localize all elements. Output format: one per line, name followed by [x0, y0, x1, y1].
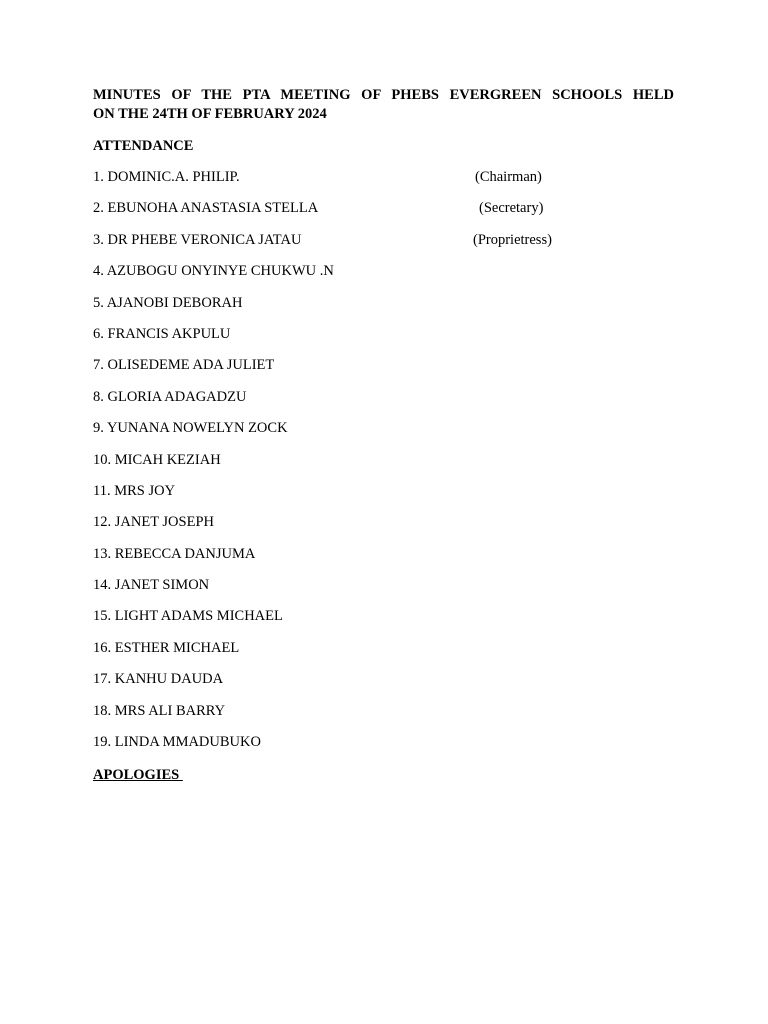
attendee-row: [93, 356, 673, 387]
attendee-row: [93, 482, 673, 513]
title-line-2: ON THE 24TH OF FEBRUARY 2024: [93, 106, 327, 122]
attendee-row: [93, 262, 673, 293]
attendance-heading: ATTENDANCE: [93, 138, 194, 154]
attendee-row: [93, 670, 673, 701]
attendee-row: [93, 545, 673, 576]
attendee-role: (Secretary): [479, 200, 544, 217]
attendee-row: [93, 607, 673, 638]
attendee-row: [93, 733, 673, 764]
attendee-name: 12. JANET JOSEPH: [93, 514, 214, 531]
attendee-name: 5. AJANOBI DEBORAH: [93, 294, 243, 311]
attendee-name: 14. JANET SIMON: [93, 577, 210, 594]
attendee-name: 16. ESTHER MICHAEL: [93, 639, 240, 656]
attendee-name: 1. DOMINIC.A. PHILIP.: [93, 169, 240, 185]
attendee-role: (Proprietress): [473, 231, 552, 248]
attendee-row: [93, 451, 673, 482]
attendee-name: 17. KANHU DAUDA: [93, 671, 224, 688]
attendee-name: 8. GLORIA ADAGADZU: [93, 388, 247, 405]
attendee-name: 3. DR PHEBE VERONICA JATAU: [93, 231, 302, 248]
attendee-row: [93, 513, 673, 544]
attendee-row: [93, 576, 673, 607]
apologies-heading: APOLOGIES: [93, 767, 183, 783]
attendee-name: 11. MRS JOY: [93, 482, 176, 499]
document-title: [93, 86, 674, 124]
attendee-name: 18. MRS ALI BARRY: [93, 702, 226, 719]
attendee-name: 9. YUNANA NOWELYN ZOCK: [93, 420, 288, 437]
attendee-name: 7. OLISEDEME ADA JULIET: [93, 357, 275, 374]
attendee-role: (Chairman): [475, 169, 542, 185]
attendee-name: 15. LIGHT ADAMS MICHAEL: [93, 608, 283, 625]
attendee-row: [93, 388, 673, 419]
attendee-name: 13. REBECCA DANJUMA: [93, 545, 256, 562]
attendee-row: [93, 702, 673, 733]
attendee-row: [93, 419, 673, 450]
attendee-row: [93, 199, 673, 230]
attendance-list: [93, 168, 673, 764]
attendee-row: [93, 231, 673, 262]
attendee-row: [93, 639, 673, 670]
attendee-row: [93, 325, 673, 356]
attendee-row: [93, 294, 673, 325]
attendee-row: [93, 168, 673, 199]
attendee-name: 6. FRANCIS AKPULU: [93, 325, 231, 342]
attendee-name: 2. EBUNOHA ANASTASIA STELLA: [93, 200, 319, 217]
attendee-name: 19. LINDA MMADUBUKO: [93, 734, 261, 751]
attendee-name: 4. AZUBOGU ONYINYE CHUKWU .N: [93, 263, 334, 280]
attendee-name: 10. MICAH KEZIAH: [93, 451, 221, 468]
title-line-1: MINUTES OF THE PTA MEETING OF PHEBS EVERGREEN SCHOOLS HELD: [93, 87, 674, 103]
